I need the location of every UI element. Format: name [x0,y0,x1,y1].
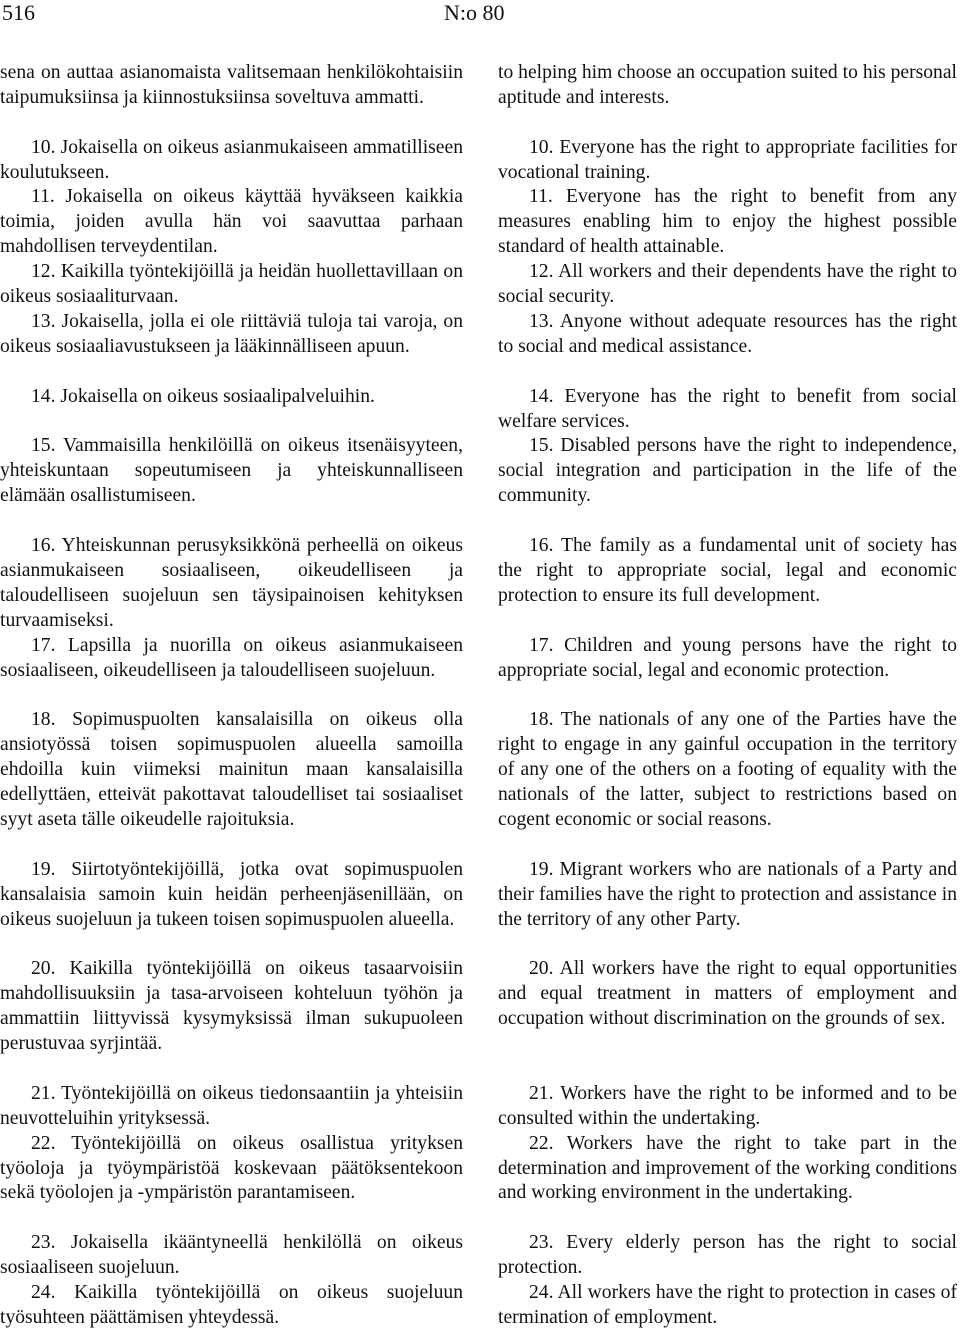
english-paragraph-21: 21. Workers have the right to be informed and to be consulted within the undertaking. [498,1082,957,1129]
english-paragraph-15: 15. Disabled persons have the right to independence, social integration and participation in the life of the community. [498,435,957,507]
finnish-paragraph-12: 12. Kaikilla työntekijöillä ja heidän huollettavillaan on oikeus sosiaaliturvaan. [0,261,463,308]
english-paragraph-18: 18. The nationals of any one of the Parties have the right to engage in any gainful occupation in the territory of any one of the others on a footing of equality with the nationals of the latter, subject to restrictions based on cogent economic or social reasons. [498,709,957,830]
finnish-paragraph-19: 19. Siirtotyöntekijöillä, jotka ovat sopimuspuolen kansalaisia samoin kuin heidän perheenjäsenillään, on oikeus suojeluun ja tukeen toisen sopimuspuolen alueella. [0,858,463,930]
finnish-paragraph-17: 17. Lapsilla ja nuorilla on oikeus asianmukaiseen sosiaaliseen, oikeudelliseen ja taloudelliseen suojeluun. [0,634,463,681]
english-paragraph-24: 24. All workers have the right to protection in cases of termination of employment. [498,1282,957,1328]
finnish-column [0,61,463,1331]
english-paragraph-20: 20. All workers have the right to equal opportunities and equal treatment in matters of employment and occupation without discrimination on the grounds of sex. [498,958,957,1030]
finnish-paragraph-18: 18. Sopimuspuolten kansalaisilla on oikeus olla ansiotyössä toisen sopimuspuolen alueella samoilla ehdoilla kuin viimeksi mainitun maan kansalaisilla edellyttäen, etteivät pakottavat taloudelliset tai sosiaaliset syyt aseta tälle oikeudelle rajoituksia. [0,709,463,830]
english-paragraph-11: 11. Everyone has the right to benefit from any measures enabling him to enjoy the highest possible standard of health attainable. [498,186,957,258]
english-paragraph-22: 22. Workers have the right to take part in the determination and improvement of the working conditions and working environment in the undertaking. [498,1132,957,1204]
finnish-paragraph-14: 14. Jokaisella on oikeus sosiaalipalveluihin. [31,385,375,407]
finnish-paragraph-13: 13. Jokaisella, jolla ei ole riittäviä tuloja tai varoja, on oikeus sosiaaliavustukseen ja lääkinnälliseen apuun. [0,310,463,357]
english-paragraph-13: 13. Anyone without adequate resources has the right to social and medical assistance. [498,310,957,357]
page-header [0,0,960,34]
english-column [498,61,957,1331]
english-paragraph-14: 14. Everyone has the right to benefit from social welfare services. [498,385,957,432]
finnish-paragraph-23: 23. Jokaisella ikääntyneellä henkilöllä on oikeus sosiaaliseen suojeluun. [0,1232,463,1279]
english-paragraph-12: 12. All workers and their dependents have the right to social security. [498,261,957,308]
finnish-paragraph-20: 20. Kaikilla työntekijöillä on oikeus tasaarvoisiin mahdollisuuksiin ja tasa-arvoiseen kohteluun työhön ja ammattiin liittyvissä kysymyksissä ilman sukupuoleen perustuvaa syrjintää. [0,958,463,1055]
page-number: 516 [2,0,35,25]
finnish-paragraph-15: 15. Vammaisilla henkilöillä on oikeus itsenäisyyteen, yhteiskuntaan sopeutumiseen ja yhteiskunnalliseen elämään osallistumiseen. [0,435,463,507]
english-paragraph-16: 16. The family as a fundamental unit of society has the right to appropriate social, legal and economic protection to ensure its full development. [498,535,957,606]
finnish-paragraph-10: 10. Jokaisella on oikeus asianmukaiseen ammatilliseen koulutukseen. [0,136,463,183]
english-paragraph-9-cont: to helping him choose an occupation suited to his personal aptitude and interests. [498,62,957,108]
english-paragraph-17: 17. Children and young persons have the right to appropriate social, legal and economic protection. [498,634,957,681]
finnish-paragraph-9-cont: sena on auttaa asianomaista valitsemaan henkilökohtaisiin taipumuksiinsa ja kiinnostuksiinsa soveltuva ammatti. [0,62,463,108]
english-paragraph-10: 10. Everyone has the right to appropriate facilities for vocational training. [498,136,957,183]
english-paragraph-19: 19. Migrant workers who are nationals of a Party and their families have the right to protection and assistance in the territory of any other Party. [498,858,957,930]
finnish-paragraph-16: 16. Yhteiskunnan perusyksikkönä perheellä on oikeus asianmukaiseen sosiaaliseen, oikeudelliseen ja taloudelliseen suojeluun sen täysipainoisen kehityksen turvaamiseksi. [0,535,463,631]
document-number: N:o 80 [444,0,505,25]
finnish-paragraph-22: 22. Työntekijöillä on oikeus osallistua yrityksen työoloja ja työympäristöä koskevaan päätöksentekoon sekä työolojen ja -ympäristön parantamiseen. [0,1132,463,1204]
finnish-paragraph-11: 11. Jokaisella on oikeus käyttää hyväkseen kaikkia toimia, joiden avulla hän voi saavuttaa parhaan mahdollisen terveydentilan. [0,186,463,258]
finnish-paragraph-24: 24. Kaikilla työntekijöillä on oikeus suojeluun työsuhteen päättämisen yhteydessä. [0,1282,463,1328]
finnish-paragraph-21: 21. Työntekijöillä on oikeus tiedonsaantiin ja yhteisiin neuvotteluihin yrityksessä. [0,1082,463,1129]
english-paragraph-23: 23. Every elderly person has the right to social protection. [498,1232,957,1279]
